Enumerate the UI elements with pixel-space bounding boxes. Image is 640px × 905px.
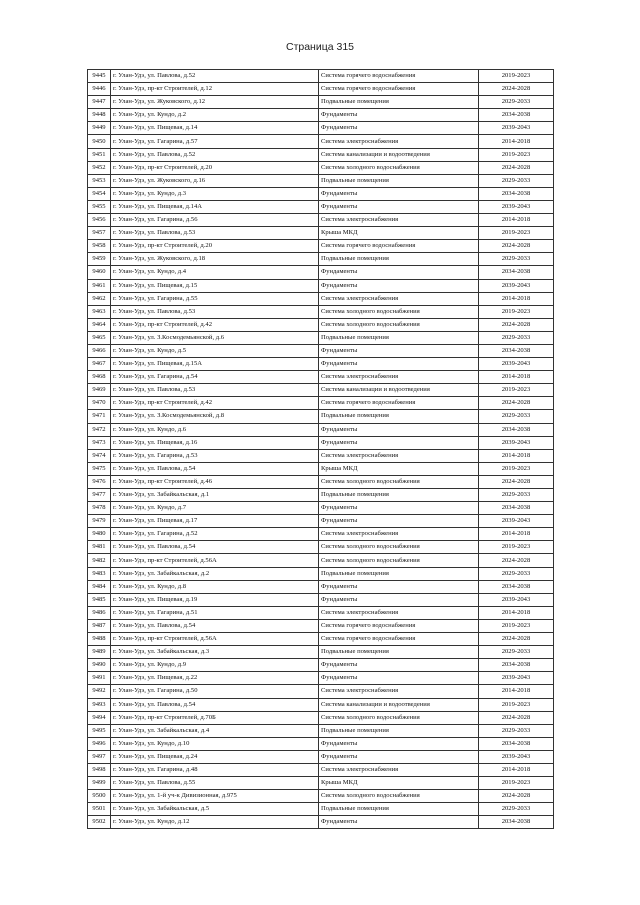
system-cell: Система холодного водоснабжения xyxy=(319,305,479,318)
address-cell: г. Улан-Удэ, ул. Гагарина, д.51 xyxy=(111,606,319,619)
table-row xyxy=(88,187,554,200)
row-number-cell: 9488 xyxy=(88,633,111,646)
table-row xyxy=(88,200,554,213)
table-row xyxy=(88,750,554,763)
system-cell: Подвальные помещения xyxy=(319,646,479,659)
system-cell: Система холодного водоснабжения xyxy=(319,475,479,488)
period-cell: 2019-2023 xyxy=(479,148,554,161)
table-row xyxy=(88,292,554,305)
row-number-cell: 9481 xyxy=(88,541,111,554)
system-cell: Подвальные помещения xyxy=(319,803,479,816)
row-number-cell: 9480 xyxy=(88,528,111,541)
table-row xyxy=(88,777,554,790)
period-cell: 2039-2043 xyxy=(479,122,554,135)
period-cell: 2029-2033 xyxy=(479,331,554,344)
address-cell: г. Улан-Удэ, ул. Пищевая, д.24 xyxy=(111,750,319,763)
address-cell: г. Улан-Удэ, ул. Павлова, д.54 xyxy=(111,462,319,475)
table-row xyxy=(88,711,554,724)
row-number-cell: 9478 xyxy=(88,502,111,515)
address-cell: г. Улан-Удэ, ул. Забайкальская, д.5 xyxy=(111,803,319,816)
period-cell: 2014-2018 xyxy=(479,449,554,462)
address-cell: г. Улан-Удэ, ул. Гагарина, д.56 xyxy=(111,214,319,227)
system-cell: Фундаменты xyxy=(319,672,479,685)
row-number-cell: 9461 xyxy=(88,279,111,292)
row-number-cell: 9494 xyxy=(88,711,111,724)
system-cell: Фундаменты xyxy=(319,436,479,449)
row-number-cell: 9465 xyxy=(88,331,111,344)
address-cell: г. Улан-Удэ, ул. Гагарина, д.50 xyxy=(111,685,319,698)
table-row xyxy=(88,227,554,240)
table-row xyxy=(88,135,554,148)
address-cell: г. Улан-Удэ, пр-кт Строителей, д.70Б xyxy=(111,711,319,724)
address-cell: г. Улан-Удэ, ул. Кундо, д.10 xyxy=(111,737,319,750)
system-cell: Подвальные помещения xyxy=(319,96,479,109)
period-cell: 2024-2028 xyxy=(479,475,554,488)
period-cell: 2019-2023 xyxy=(479,384,554,397)
period-cell: 2024-2028 xyxy=(479,397,554,410)
row-number-cell: 9450 xyxy=(88,135,111,148)
table-row xyxy=(88,148,554,161)
table-body xyxy=(88,70,554,829)
address-cell: г. Улан-Удэ, ул. Забайкальская, д.2 xyxy=(111,567,319,580)
address-cell: г. Улан-Удэ, ул. Гагарина, д.57 xyxy=(111,135,319,148)
table-row xyxy=(88,698,554,711)
system-cell: Система электроснабжения xyxy=(319,606,479,619)
table-row xyxy=(88,646,554,659)
row-number-cell: 9485 xyxy=(88,593,111,606)
system-cell: Фундаменты xyxy=(319,816,479,829)
table-row xyxy=(88,371,554,384)
address-cell: г. Улан-Удэ, ул. Жуковского, д.18 xyxy=(111,253,319,266)
table-row xyxy=(88,554,554,567)
address-cell: г. Улан-Удэ, ул. 1-й уч-к Дивизионная, д.975 xyxy=(111,790,319,803)
period-cell: 2034-2038 xyxy=(479,423,554,436)
table-row xyxy=(88,174,554,187)
period-cell: 2034-2038 xyxy=(479,266,554,279)
table-row xyxy=(88,606,554,619)
table-row xyxy=(88,489,554,502)
period-cell: 2039-2043 xyxy=(479,200,554,213)
table-row xyxy=(88,410,554,423)
address-cell: г. Улан-Удэ, ул. Павлова, д.53 xyxy=(111,227,319,240)
period-cell: 2034-2038 xyxy=(479,580,554,593)
period-cell: 2014-2018 xyxy=(479,214,554,227)
address-cell: г. Улан-Удэ, ул. Кундо, д.12 xyxy=(111,816,319,829)
table-row xyxy=(88,279,554,292)
table-row xyxy=(88,109,554,122)
row-number-cell: 9469 xyxy=(88,384,111,397)
table-row xyxy=(88,659,554,672)
table-row xyxy=(88,816,554,829)
address-cell: г. Улан-Удэ, ул. Кундо, д.7 xyxy=(111,502,319,515)
row-number-cell: 9498 xyxy=(88,763,111,776)
period-cell: 2029-2033 xyxy=(479,803,554,816)
row-number-cell: 9483 xyxy=(88,567,111,580)
system-cell: Фундаменты xyxy=(319,109,479,122)
address-cell: г. Улан-Удэ, ул. Жуковского, д.12 xyxy=(111,96,319,109)
address-cell: г. Улан-Удэ, ул. Кундо, д.9 xyxy=(111,659,319,672)
table-row xyxy=(88,580,554,593)
address-cell: г. Улан-Удэ, ул. Забайкальская, д.3 xyxy=(111,646,319,659)
system-cell: Фундаменты xyxy=(319,279,479,292)
table-row xyxy=(88,724,554,737)
period-cell: 2024-2028 xyxy=(479,240,554,253)
row-number-cell: 9467 xyxy=(88,358,111,371)
row-number-cell: 9462 xyxy=(88,292,111,305)
system-cell: Система электроснабжения xyxy=(319,763,479,776)
period-cell: 2019-2023 xyxy=(479,227,554,240)
period-cell: 2024-2028 xyxy=(479,161,554,174)
system-cell: Фундаменты xyxy=(319,737,479,750)
address-cell: г. Улан-Удэ, ул. З.Космодемьянской, д.8 xyxy=(111,410,319,423)
system-cell: Система канализации и водоотведения xyxy=(319,384,479,397)
system-cell: Фундаменты xyxy=(319,187,479,200)
table-row xyxy=(88,737,554,750)
address-cell: г. Улан-Удэ, ул. Гагарина, д.52 xyxy=(111,528,319,541)
period-cell: 2019-2023 xyxy=(479,305,554,318)
row-number-cell: 9497 xyxy=(88,750,111,763)
address-cell: г. Улан-Удэ, ул. Кундо, д.5 xyxy=(111,344,319,357)
row-number-cell: 9474 xyxy=(88,449,111,462)
table-row xyxy=(88,685,554,698)
system-cell: Фундаменты xyxy=(319,344,479,357)
row-number-cell: 9473 xyxy=(88,436,111,449)
table-row xyxy=(88,384,554,397)
system-cell: Система горячего водоснабжения xyxy=(319,619,479,632)
system-cell: Система холодного водоснабжения xyxy=(319,318,479,331)
row-number-cell: 9490 xyxy=(88,659,111,672)
table-row xyxy=(88,593,554,606)
table-row xyxy=(88,122,554,135)
address-cell: г. Улан-Удэ, ул. Павлова, д.52 xyxy=(111,148,319,161)
system-cell: Фундаменты xyxy=(319,750,479,763)
system-cell: Фундаменты xyxy=(319,580,479,593)
system-cell: Система холодного водоснабжения xyxy=(319,541,479,554)
system-cell: Фундаменты xyxy=(319,358,479,371)
period-cell: 2039-2043 xyxy=(479,593,554,606)
address-cell: г. Улан-Удэ, ул. З.Космодемьянской, д.6 xyxy=(111,331,319,344)
row-number-cell: 9451 xyxy=(88,148,111,161)
address-cell: г. Улан-Удэ, пр-кт Строителей, д.56А xyxy=(111,633,319,646)
period-cell: 2034-2038 xyxy=(479,816,554,829)
address-cell: г. Улан-Удэ, ул. Пищевая, д.16 xyxy=(111,436,319,449)
address-cell: г. Улан-Удэ, ул. Пищевая, д.15А xyxy=(111,358,319,371)
period-cell: 2034-2038 xyxy=(479,187,554,200)
period-cell: 2014-2018 xyxy=(479,685,554,698)
address-cell: г. Улан-Удэ, пр-кт Строителей, д.42 xyxy=(111,397,319,410)
address-cell: г. Улан-Удэ, ул. Гагарина, д.48 xyxy=(111,763,319,776)
row-number-cell: 9495 xyxy=(88,724,111,737)
row-number-cell: 9452 xyxy=(88,161,111,174)
table-row xyxy=(88,502,554,515)
system-cell: Крыша МКД xyxy=(319,227,479,240)
row-number-cell: 9484 xyxy=(88,580,111,593)
period-cell: 2019-2023 xyxy=(479,462,554,475)
address-cell: г. Улан-Удэ, пр-кт Строителей, д.12 xyxy=(111,83,319,96)
address-cell: г. Улан-Удэ, пр-кт Строителей, д.42 xyxy=(111,318,319,331)
table-row xyxy=(88,305,554,318)
period-cell: 2014-2018 xyxy=(479,292,554,305)
system-cell: Система электроснабжения xyxy=(319,135,479,148)
system-cell: Система горячего водоснабжения xyxy=(319,633,479,646)
system-cell: Фундаменты xyxy=(319,122,479,135)
system-cell: Подвальные помещения xyxy=(319,724,479,737)
row-number-cell: 9468 xyxy=(88,371,111,384)
row-number-cell: 9489 xyxy=(88,646,111,659)
address-cell: г. Улан-Удэ, ул. Пищевая, д.22 xyxy=(111,672,319,685)
system-cell: Фундаменты xyxy=(319,502,479,515)
table-row xyxy=(88,240,554,253)
period-cell: 2019-2023 xyxy=(479,70,554,83)
row-number-cell: 9466 xyxy=(88,344,111,357)
address-cell: г. Улан-Удэ, ул. Павлова, д.54 xyxy=(111,541,319,554)
row-number-cell: 9449 xyxy=(88,122,111,135)
row-number-cell: 9476 xyxy=(88,475,111,488)
period-cell: 2014-2018 xyxy=(479,606,554,619)
system-cell: Система горячего водоснабжения xyxy=(319,240,479,253)
table-row xyxy=(88,83,554,96)
table-row xyxy=(88,214,554,227)
address-cell: г. Улан-Удэ, ул. Пищевая, д.14 xyxy=(111,122,319,135)
row-number-cell: 9482 xyxy=(88,554,111,567)
period-cell: 2024-2028 xyxy=(479,790,554,803)
row-number-cell: 9445 xyxy=(88,70,111,83)
period-cell: 2029-2033 xyxy=(479,567,554,580)
address-cell: г. Улан-Удэ, ул. Кундо, д.8 xyxy=(111,580,319,593)
system-cell: Система холодного водоснабжения xyxy=(319,790,479,803)
period-cell: 2029-2033 xyxy=(479,96,554,109)
table-row xyxy=(88,567,554,580)
system-cell: Фундаменты xyxy=(319,659,479,672)
period-cell: 2034-2038 xyxy=(479,344,554,357)
system-cell: Система электроснабжения xyxy=(319,449,479,462)
period-cell: 2029-2033 xyxy=(479,410,554,423)
system-cell: Подвальные помещения xyxy=(319,489,479,502)
table-row xyxy=(88,541,554,554)
table-row xyxy=(88,96,554,109)
system-cell: Подвальные помещения xyxy=(319,331,479,344)
address-cell: г. Улан-Удэ, ул. Кундо, д.4 xyxy=(111,266,319,279)
table-row xyxy=(88,763,554,776)
period-cell: 2019-2023 xyxy=(479,777,554,790)
address-cell: г. Улан-Удэ, ул. Пищевая, д.14А xyxy=(111,200,319,213)
period-cell: 2024-2028 xyxy=(479,633,554,646)
period-cell: 2029-2033 xyxy=(479,489,554,502)
row-number-cell: 9459 xyxy=(88,253,111,266)
table-row xyxy=(88,790,554,803)
row-number-cell: 9463 xyxy=(88,305,111,318)
address-cell: г. Улан-Удэ, пр-кт Строителей, д.20 xyxy=(111,161,319,174)
row-number-cell: 9458 xyxy=(88,240,111,253)
system-cell: Подвальные помещения xyxy=(319,253,479,266)
row-number-cell: 9493 xyxy=(88,698,111,711)
address-cell: г. Улан-Удэ, ул. Павлова, д.52 xyxy=(111,70,319,83)
row-number-cell: 9455 xyxy=(88,200,111,213)
row-number-cell: 9456 xyxy=(88,214,111,227)
row-number-cell: 9470 xyxy=(88,397,111,410)
table-row xyxy=(88,331,554,344)
row-number-cell: 9502 xyxy=(88,816,111,829)
row-number-cell: 9472 xyxy=(88,423,111,436)
period-cell: 2034-2038 xyxy=(479,659,554,672)
address-cell: г. Улан-Удэ, ул. Павлова, д.54 xyxy=(111,619,319,632)
address-cell: г. Улан-Удэ, ул. Жуковского, д.16 xyxy=(111,174,319,187)
page-title: Страница 315 xyxy=(285,41,355,53)
system-cell: Система горячего водоснабжения xyxy=(319,70,479,83)
address-cell: г. Улан-Удэ, ул. Кундо, д.3 xyxy=(111,187,319,200)
period-cell: 2024-2028 xyxy=(479,711,554,724)
row-number-cell: 9499 xyxy=(88,777,111,790)
row-number-cell: 9471 xyxy=(88,410,111,423)
system-cell: Система электроснабжения xyxy=(319,371,479,384)
table-row xyxy=(88,449,554,462)
period-cell: 2039-2043 xyxy=(479,358,554,371)
period-cell: 2039-2043 xyxy=(479,750,554,763)
system-cell: Система электроснабжения xyxy=(319,292,479,305)
row-number-cell: 9501 xyxy=(88,803,111,816)
address-cell: г. Улан-Удэ, пр-кт Строителей, д.20 xyxy=(111,240,319,253)
period-cell: 2039-2043 xyxy=(479,279,554,292)
period-cell: 2024-2028 xyxy=(479,318,554,331)
system-cell: Система холодного водоснабжения xyxy=(319,711,479,724)
table-row xyxy=(88,161,554,174)
table-row xyxy=(88,672,554,685)
row-number-cell: 9492 xyxy=(88,685,111,698)
table-row xyxy=(88,70,554,83)
row-number-cell: 9448 xyxy=(88,109,111,122)
table-row xyxy=(88,436,554,449)
system-cell: Фундаменты xyxy=(319,515,479,528)
address-cell: г. Улан-Удэ, ул. Пищевая, д.17 xyxy=(111,515,319,528)
address-cell: г. Улан-Удэ, ул. Гагарина, д.55 xyxy=(111,292,319,305)
period-cell: 2039-2043 xyxy=(479,515,554,528)
period-cell: 2014-2018 xyxy=(479,371,554,384)
row-number-cell: 9454 xyxy=(88,187,111,200)
period-cell: 2039-2043 xyxy=(479,436,554,449)
period-cell: 2019-2023 xyxy=(479,698,554,711)
table-row xyxy=(88,253,554,266)
repair-schedule-table xyxy=(87,69,554,829)
row-number-cell: 9491 xyxy=(88,672,111,685)
address-cell: г. Улан-Удэ, ул. Забайкальская, д.1 xyxy=(111,489,319,502)
system-cell: Фундаменты xyxy=(319,593,479,606)
system-cell: Система электроснабжения xyxy=(319,214,479,227)
period-cell: 2029-2033 xyxy=(479,646,554,659)
period-cell: 2029-2033 xyxy=(479,253,554,266)
system-cell: Система холодного водоснабжения xyxy=(319,161,479,174)
table-row xyxy=(88,475,554,488)
address-cell: г. Улан-Удэ, ул. Павлова, д.53 xyxy=(111,305,319,318)
table-row xyxy=(88,318,554,331)
table-row xyxy=(88,397,554,410)
row-number-cell: 9457 xyxy=(88,227,111,240)
table-row xyxy=(88,358,554,371)
row-number-cell: 9487 xyxy=(88,619,111,632)
system-cell: Фундаменты xyxy=(319,266,479,279)
row-number-cell: 9477 xyxy=(88,489,111,502)
address-cell: г. Улан-Удэ, пр-кт Строителей, д.56А xyxy=(111,554,319,567)
period-cell: 2019-2023 xyxy=(479,619,554,632)
address-cell: г. Улан-Удэ, ул. Гагарина, д.53 xyxy=(111,449,319,462)
period-cell: 2029-2033 xyxy=(479,724,554,737)
period-cell: 2034-2038 xyxy=(479,737,554,750)
period-cell: 2024-2028 xyxy=(479,554,554,567)
address-cell: г. Улан-Удэ, ул. Кундо, д.2 xyxy=(111,109,319,122)
period-cell: 2034-2038 xyxy=(479,109,554,122)
row-number-cell: 9496 xyxy=(88,737,111,750)
period-cell: 2019-2023 xyxy=(479,541,554,554)
table-row xyxy=(88,423,554,436)
table-row xyxy=(88,528,554,541)
period-cell: 2014-2018 xyxy=(479,135,554,148)
table-row xyxy=(88,462,554,475)
system-cell: Система горячего водоснабжения xyxy=(319,83,479,96)
row-number-cell: 9500 xyxy=(88,790,111,803)
table-row xyxy=(88,266,554,279)
system-cell: Подвальные помещения xyxy=(319,410,479,423)
address-cell: г. Улан-Удэ, пр-кт Строителей, д.46 xyxy=(111,475,319,488)
system-cell: Крыша МКД xyxy=(319,777,479,790)
period-cell: 2034-2038 xyxy=(479,502,554,515)
row-number-cell: 9460 xyxy=(88,266,111,279)
address-cell: г. Улан-Удэ, ул. Забайкальская, д.4 xyxy=(111,724,319,737)
row-number-cell: 9446 xyxy=(88,83,111,96)
table-row xyxy=(88,344,554,357)
system-cell: Подвальные помещения xyxy=(319,567,479,580)
address-cell: г. Улан-Удэ, ул. Павлова, д.54 xyxy=(111,698,319,711)
period-cell: 2014-2018 xyxy=(479,528,554,541)
address-cell: г. Улан-Удэ, ул. Павлова, д.53 xyxy=(111,384,319,397)
system-cell: Система электроснабжения xyxy=(319,528,479,541)
row-number-cell: 9464 xyxy=(88,318,111,331)
table-row xyxy=(88,633,554,646)
address-cell: г. Улан-Удэ, ул. Павлова, д.55 xyxy=(111,777,319,790)
address-cell: г. Улан-Удэ, ул. Пищевая, д.19 xyxy=(111,593,319,606)
system-cell: Система канализации и водоотведения xyxy=(319,148,479,161)
system-cell: Крыша МКД xyxy=(319,462,479,475)
row-number-cell: 9479 xyxy=(88,515,111,528)
row-number-cell: 9475 xyxy=(88,462,111,475)
system-cell: Система канализации и водоотведения xyxy=(319,698,479,711)
period-cell: 2029-2033 xyxy=(479,174,554,187)
address-cell: г. Улан-Удэ, ул. Кундо, д.6 xyxy=(111,423,319,436)
row-number-cell: 9486 xyxy=(88,606,111,619)
system-cell: Фундаменты xyxy=(319,200,479,213)
period-cell: 2039-2043 xyxy=(479,672,554,685)
table-row xyxy=(88,515,554,528)
system-cell: Система горячего водоснабжения xyxy=(319,397,479,410)
system-cell: Система электроснабжения xyxy=(319,685,479,698)
row-number-cell: 9453 xyxy=(88,174,111,187)
period-cell: 2014-2018 xyxy=(479,763,554,776)
table-row xyxy=(88,803,554,816)
row-number-cell: 9447 xyxy=(88,96,111,109)
system-cell: Система холодного водоснабжения xyxy=(319,554,479,567)
period-cell: 2024-2028 xyxy=(479,83,554,96)
address-cell: г. Улан-Удэ, ул. Гагарина, д.54 xyxy=(111,371,319,384)
system-cell: Фундаменты xyxy=(319,423,479,436)
system-cell: Подвальные помещения xyxy=(319,174,479,187)
address-cell: г. Улан-Удэ, ул. Пищевая, д.15 xyxy=(111,279,319,292)
table-row xyxy=(88,619,554,632)
